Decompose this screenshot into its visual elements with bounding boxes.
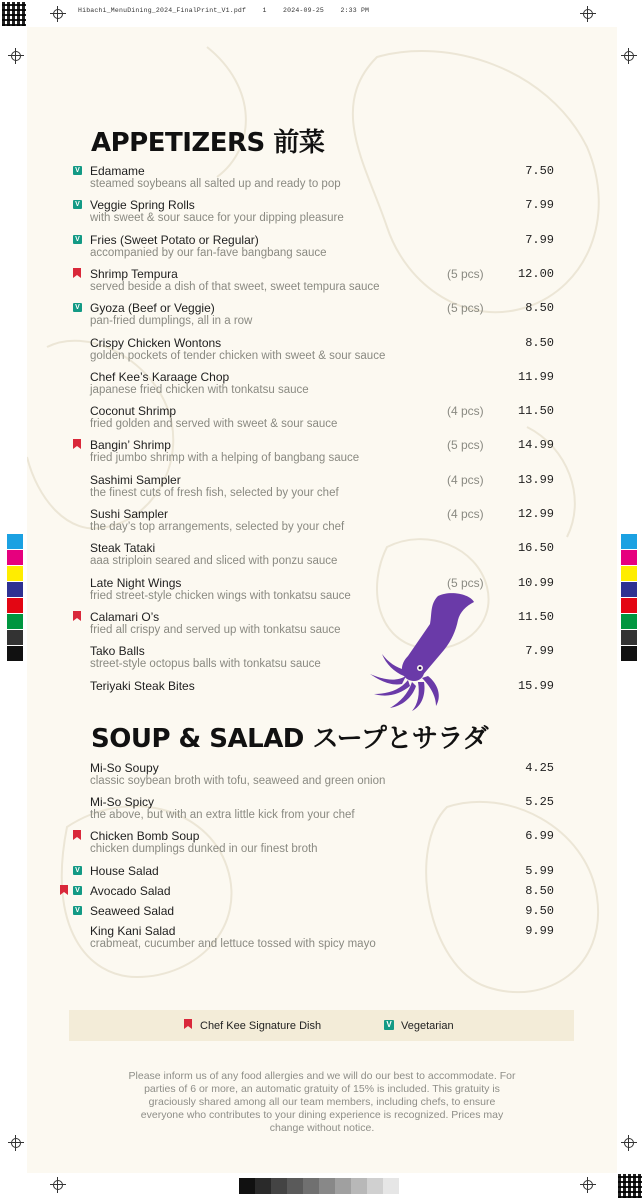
item-price: 14.99 (517, 438, 554, 453)
item-description: fried street-style chicken wings with tonkatsu sauce (90, 589, 351, 602)
registration-mark (581, 1178, 595, 1192)
registration-mark (622, 49, 636, 63)
legend-signature-label: Chef Kee Signature Dish (200, 1020, 322, 1032)
vegetarian-icon: V (73, 166, 82, 175)
item-description: classic soybean broth with tofu, seaweed and green onion (90, 775, 386, 787)
legend (69, 1010, 574, 1041)
item-price: 7.50 (525, 164, 554, 178)
item-name: Fries (Sweet Potato or Regular) (90, 232, 259, 247)
item-price: 8.50 (525, 883, 554, 898)
item-name: Chicken Bomb Soup (90, 829, 200, 844)
qr-code (2, 2, 26, 26)
item-name: Sashimi Sampler (90, 472, 181, 487)
item-price: 5.25 (525, 795, 554, 810)
vegetarian-icon: V (73, 303, 82, 312)
item-name: Crispy Chicken Wontons (90, 335, 222, 350)
vegetarian-icon: V (384, 1020, 394, 1030)
item-name: Calamari O’s (90, 609, 160, 624)
vegetarian-icon: V (73, 866, 82, 875)
qr-code-bottom (618, 1174, 642, 1198)
item-name: Steak Tataki (90, 541, 156, 556)
item-price: 8.50 (525, 301, 554, 316)
signature-dish-icon (73, 611, 81, 621)
registration-mark (9, 1136, 23, 1150)
item-price: 11.50 (517, 404, 554, 419)
item-piece-count: (5 pcs) (447, 301, 484, 316)
item-name: House Salad (90, 863, 159, 878)
grey-calibration-strip (239, 1178, 399, 1194)
registration-mark (51, 1178, 65, 1192)
item-name: Late Night Wings (90, 575, 182, 590)
item-price: 7.99 (525, 232, 554, 247)
legend-vegetarian-label: Vegetarian (401, 1020, 454, 1032)
item-price: 11.99 (517, 369, 554, 384)
item-name: Mi-So Soupy (90, 761, 159, 775)
item-piece-count: (5 pcs) (447, 575, 484, 590)
item-price: 15.99 (517, 678, 554, 693)
item-name: Avocado Salad (90, 883, 171, 898)
item-description: the finest cuts of fresh fish, selected by your chef (90, 486, 339, 499)
signature-dish-icon (73, 439, 81, 449)
item-price: 7.99 (525, 644, 554, 659)
item-description: steamed soybeans all salted up and ready to pop (90, 178, 341, 190)
item-description: served beside a dish of that sweet, sweet tempura sauce (90, 280, 380, 293)
registration-mark (51, 7, 65, 21)
item-description: the above, but with an extra little kick from your chef (90, 809, 355, 822)
item-description: fried all crispy and served up with tonkatsu sauce (90, 623, 341, 636)
item-name: Seaweed Salad (90, 903, 175, 918)
registration-mark (9, 49, 23, 63)
item-description: crabmeat, cucumber and lettuce tossed with spicy mayo (90, 937, 376, 950)
item-price: 6.99 (525, 829, 554, 844)
item-description: aaa striploin seared and sliced with ponzu sauce (90, 555, 338, 568)
item-name: Edamame (90, 164, 145, 178)
item-name: Teriyaki Steak Bites (90, 678, 195, 693)
vegetarian-icon: V (73, 200, 82, 209)
item-description: the day’s top arrangements, selected by your chef (90, 521, 345, 533)
item-price: 13.99 (517, 472, 554, 487)
item-name: Tako Balls (90, 644, 145, 659)
item-name: Sushi Sampler (90, 507, 169, 521)
color-calibration-bar-right (621, 534, 637, 662)
item-price: 9.99 (525, 923, 554, 938)
item-name: Mi-So Spicy (90, 795, 155, 810)
item-description: japanese fried chicken with tonkatsu sauce (90, 383, 309, 396)
item-description: fried jumbo shrimp with a helping of bangbang sauce (90, 452, 360, 465)
item-description: pan-fried dumplings, all in a row (90, 315, 253, 328)
item-piece-count: (5 pcs) (447, 266, 484, 281)
item-piece-count: (4 pcs) (447, 507, 484, 521)
item-price: 11.50 (517, 609, 554, 624)
item-name: Bangin’ Shrimp (90, 438, 171, 453)
item-price: 9.50 (525, 903, 554, 918)
item-name: Chef Kee’s Karaage Chop (90, 369, 230, 384)
item-description: fried golden and served with sweet & sour sauce (90, 418, 338, 431)
item-price: 4.25 (525, 761, 554, 775)
item-price: 8.50 (525, 335, 554, 350)
item-piece-count: (4 pcs) (447, 404, 484, 419)
item-name: King Kani Salad (90, 923, 176, 938)
signature-dish-icon (73, 268, 81, 278)
item-piece-count: (5 pcs) (447, 438, 484, 453)
section-title-appetizers: APPETIZERS 前菜 (91, 128, 325, 158)
vegetarian-icon: V (73, 886, 82, 895)
vegetarian-icon: V (73, 235, 82, 244)
item-description: chicken dumplings dunked in our finest broth (90, 843, 318, 856)
item-price: 16.50 (517, 541, 554, 556)
allergy-gratuity-notice: Please inform us of any food allergies and we will do our best to accommodate. For parties of 6 or more, an automatic gratuity of 15% is included. This gratuity is graciously shared among all our team members, including chefs, to ensure everyone who contributes to your dining experience is recognized. Prices may change without notice. (128, 1070, 516, 1134)
registration-mark (581, 7, 595, 21)
signature-dish-icon (73, 830, 81, 840)
color-calibration-bar-left (7, 534, 23, 662)
item-piece-count: (4 pcs) (447, 472, 484, 487)
section-title-soup-salad: SOUP & SALAD スープとサラダ (91, 724, 489, 754)
print-file-header: Hibachi_MenuDining_2024_FinalPrint_V1.pdf 1 2024-09-25 2:33 PM (78, 7, 370, 14)
item-price: 12.99 (517, 507, 554, 521)
squid-illustration (366, 590, 478, 712)
item-description: with sweet & sour sauce for your dipping pleasure (90, 212, 344, 225)
item-name: Shrimp Tempura (90, 266, 178, 281)
registration-mark (622, 1136, 636, 1150)
item-name: Coconut Shrimp (90, 404, 177, 419)
item-price: 5.99 (525, 863, 554, 878)
signature-dish-icon (184, 1019, 192, 1029)
item-price: 12.00 (517, 266, 554, 281)
vegetarian-icon: V (73, 906, 82, 915)
item-price: 7.99 (525, 198, 554, 213)
item-price: 10.99 (517, 575, 554, 590)
item-name: Gyoza (Beef or Veggie) (90, 301, 215, 316)
item-description: golden pockets of tender chicken with sweet & sour sauce (90, 349, 386, 362)
item-description: accompanied by our fan-fave bangbang sauce (90, 246, 327, 259)
signature-dish-icon (60, 885, 68, 895)
item-name: Veggie Spring Rolls (90, 198, 195, 213)
item-description: street-style octopus balls with tonkatsu sauce (90, 658, 321, 671)
